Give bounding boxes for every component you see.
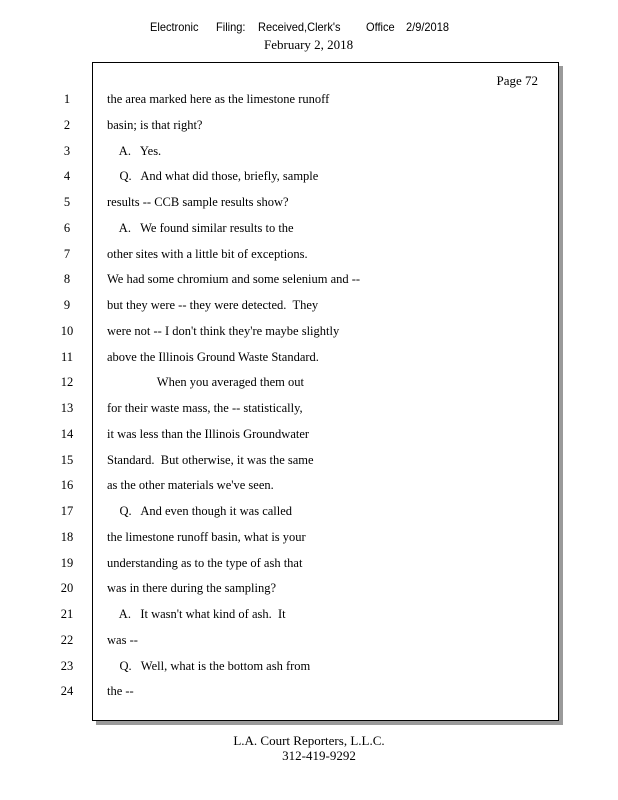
transcript-line bbox=[0, 581, 618, 607]
stamp-office: Office bbox=[366, 20, 395, 34]
transcript-line bbox=[0, 556, 618, 582]
line-number: 15 bbox=[60, 452, 74, 467]
transcript-line bbox=[0, 633, 618, 659]
transcript-line bbox=[0, 375, 618, 401]
transcript-line bbox=[0, 221, 618, 247]
line-number: 7 bbox=[63, 246, 71, 261]
transcript-line bbox=[0, 684, 618, 710]
transcript-line bbox=[0, 247, 618, 273]
transcript-line bbox=[0, 169, 618, 195]
transcript-line bbox=[0, 92, 618, 118]
line-number: 5 bbox=[63, 195, 71, 209]
footer-phone: 312-419-9292 bbox=[282, 748, 356, 763]
transcript-line bbox=[0, 118, 618, 144]
line-number: 2 bbox=[63, 117, 71, 132]
line-number: 8 bbox=[63, 272, 71, 287]
line-number: 13 bbox=[60, 401, 74, 415]
transcript-date: February 2, 2018 bbox=[264, 37, 354, 52]
line-number: 22 bbox=[60, 632, 74, 647]
line-text: was in there during the sampling? bbox=[107, 581, 277, 596]
line-number: 1 bbox=[63, 92, 71, 106]
line-text: Q. And what did those, briefly, sample bbox=[107, 169, 319, 184]
line-text: Q. Well, what is the bottom ash from bbox=[107, 658, 311, 673]
line-text: was -- bbox=[107, 632, 138, 647]
line-text: We had some chromium and some selenium and -- bbox=[107, 272, 361, 287]
transcript-line bbox=[0, 607, 618, 633]
line-text: basin; is that right? bbox=[107, 117, 203, 132]
line-text: the -- bbox=[107, 684, 134, 699]
line-text: for their waste mass, the -- statistically, bbox=[107, 401, 303, 415]
transcript-line bbox=[0, 659, 618, 685]
line-number: 19 bbox=[60, 555, 74, 570]
line-number: 3 bbox=[63, 143, 71, 158]
line-text: Standard. But otherwise, it was the same bbox=[107, 452, 314, 467]
line-text: the limestone runoff basin, what is your bbox=[107, 529, 306, 544]
line-text: When you averaged them out bbox=[107, 375, 304, 390]
line-number: 17 bbox=[60, 504, 74, 518]
stamp-filing: Filing: bbox=[216, 20, 246, 34]
stamp-received: Received,Clerk's bbox=[258, 20, 341, 34]
line-number: 23 bbox=[60, 658, 74, 673]
transcript-line bbox=[0, 453, 618, 479]
transcript-line bbox=[0, 350, 618, 376]
transcript-line bbox=[0, 144, 618, 170]
line-text: A. It wasn't what kind of ash. It bbox=[107, 607, 286, 621]
line-number: 18 bbox=[60, 529, 74, 544]
line-number: 21 bbox=[60, 607, 74, 621]
stamp-electronic: Electronic bbox=[150, 20, 199, 34]
line-number: 24 bbox=[60, 684, 74, 699]
line-text: A. We found similar results to the bbox=[107, 220, 294, 235]
line-text: were not -- I don't think they're maybe slightly bbox=[107, 323, 340, 338]
transcript-line bbox=[0, 401, 618, 427]
line-text: other sites with a little bit of exceptions. bbox=[107, 246, 308, 261]
line-text: Q. And even though it was called bbox=[107, 504, 293, 518]
transcript-line bbox=[0, 272, 618, 298]
line-text: the area marked here as the limestone runoff bbox=[107, 92, 330, 106]
stamp-date: 2/9/2018 bbox=[406, 20, 449, 34]
line-number: 16 bbox=[60, 478, 74, 493]
line-text: but they were -- they were detected. They bbox=[107, 298, 319, 312]
page-number: Page 72 bbox=[496, 73, 538, 88]
transcript-line bbox=[0, 298, 618, 324]
line-text: above the Illinois Ground Waste Standard. bbox=[107, 349, 319, 364]
line-text: A. Yes. bbox=[107, 143, 162, 158]
line-text: results -- CCB sample results show? bbox=[107, 195, 289, 209]
line-number: 10 bbox=[60, 323, 74, 338]
transcript-line bbox=[0, 478, 618, 504]
filing-stamp bbox=[0, 20, 618, 36]
footer-company: L.A. Court Reporters, L.L.C. bbox=[233, 733, 385, 748]
line-number: 6 bbox=[63, 220, 71, 235]
transcript-line bbox=[0, 195, 618, 221]
line-text: understanding as to the type of ash that bbox=[107, 555, 303, 570]
transcript-line bbox=[0, 324, 618, 350]
transcript-line bbox=[0, 504, 618, 530]
line-text: it was less than the Illinois Groundwater bbox=[107, 426, 310, 441]
transcript-line bbox=[0, 530, 618, 556]
line-number: 9 bbox=[63, 298, 71, 312]
line-text: as the other materials we've seen. bbox=[107, 478, 274, 493]
line-number: 20 bbox=[60, 581, 74, 596]
line-number: 4 bbox=[63, 169, 71, 184]
line-number: 12 bbox=[60, 375, 74, 390]
line-number: 11 bbox=[60, 349, 74, 364]
line-number: 14 bbox=[60, 426, 74, 441]
transcript-line bbox=[0, 427, 618, 453]
